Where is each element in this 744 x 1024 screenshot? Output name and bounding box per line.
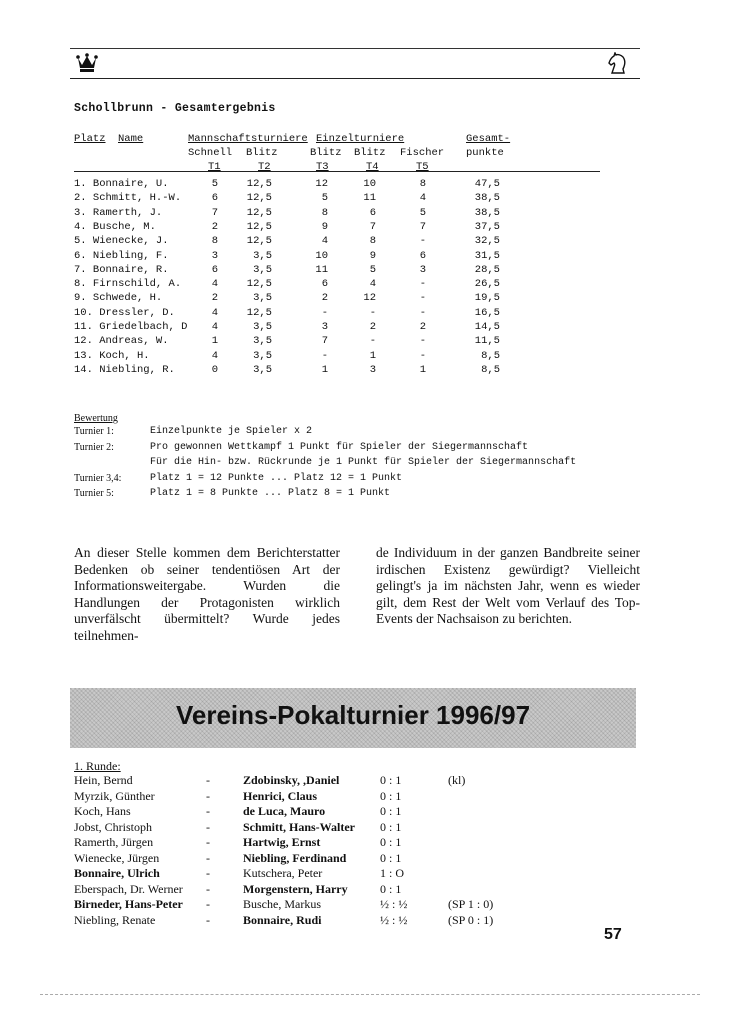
pairing-note: (kl) xyxy=(448,773,466,787)
cell-t4: 9 xyxy=(369,249,376,262)
banner-title: Vereins-Pokalturnier 1996/97 xyxy=(175,700,531,730)
pairing-separator: - xyxy=(206,804,210,818)
pairing-home-player: Hein, Bernd xyxy=(74,773,133,787)
cell-t3: 11 xyxy=(315,263,328,276)
cell-t3: - xyxy=(321,306,328,319)
cell-t3: 7 xyxy=(321,335,328,348)
cell-t3: 10 xyxy=(315,249,328,262)
table-row xyxy=(0,292,744,307)
pairing-away-player: Hartwig, Ernst xyxy=(243,835,321,849)
pairing-home-player: Ramerth, Jürgen xyxy=(74,835,154,849)
pairing-row xyxy=(0,789,744,804)
cell-t1: 8 xyxy=(211,235,218,248)
cell-t5: - xyxy=(419,235,426,248)
pairing-home-player: Niebling, Renate xyxy=(74,912,156,927)
pairing-away-player: Bonnaire, Rudi xyxy=(243,912,322,927)
pairing-home-player: Bonnaire, Ulrich xyxy=(74,866,160,880)
pairing-score: 0 : 1 xyxy=(380,788,402,803)
table-row xyxy=(0,250,744,265)
cell-t1: 4 xyxy=(211,349,218,362)
cell-t1: 0 xyxy=(211,363,218,376)
pairing-separator: - xyxy=(206,835,210,849)
pairing-home-player: Eberspach, Dr. Werner xyxy=(74,881,183,896)
bewertung-label: Turnier 1: xyxy=(74,426,114,437)
cell-t5: 4 xyxy=(419,192,426,205)
article-right-column: de Individuum in der ganzen Bandbreite seiner irdischen Existenz gewürdigt? Vielleicht gelingt's ja im nächsten Jahr, wenn es wieder gilt, dem Rest der Welt vom Verlauf des Top-Events der Nachsaison zu berichten. xyxy=(376,545,640,626)
pairing-score: 0 : 1 xyxy=(380,835,402,849)
table-row xyxy=(0,178,744,193)
cell-t5: - xyxy=(419,349,426,362)
table-row xyxy=(0,235,744,250)
cell-t1: 5 xyxy=(211,178,218,190)
table-row xyxy=(0,221,744,236)
bewertung-label: Turnier 2: xyxy=(74,441,114,453)
pairing-note: (SP 0 : 1) xyxy=(448,912,494,927)
header-schnell: Schnell xyxy=(188,147,233,159)
header-blitz-t2: Blitz xyxy=(246,147,278,159)
header-t3: T3 xyxy=(316,161,329,173)
table-header-rule xyxy=(74,171,600,172)
cell-t3: 3 xyxy=(321,321,328,333)
cell-t2: 12,5 xyxy=(246,178,272,190)
pairing-away-player: Schmitt, Hans-Walter xyxy=(243,819,355,834)
pairing-row xyxy=(0,835,744,850)
cell-total: 14,5 xyxy=(474,321,500,333)
cell-name: 3. Ramerth, J. xyxy=(74,206,163,219)
cell-total: 38,5 xyxy=(474,192,500,205)
cell-name: 1. Bonnaire, U. xyxy=(74,178,169,190)
pairing-separator: - xyxy=(206,881,210,896)
pairing-score: 0 : 1 xyxy=(380,850,402,865)
cell-t2: 12,5 xyxy=(246,220,272,233)
header-t4: T4 xyxy=(366,161,379,173)
cell-total: 8,5 xyxy=(481,349,500,362)
cell-total: 28,5 xyxy=(474,263,500,276)
header-blitz-t4: Blitz xyxy=(354,147,386,159)
cell-t1: 1 xyxy=(211,335,218,348)
header-platz: Platz xyxy=(74,133,106,145)
cell-t4: 7 xyxy=(369,220,376,233)
cell-t2: 3,5 xyxy=(253,349,272,362)
pairing-home-player: Birneder, Hans-Peter xyxy=(74,897,183,911)
article-left-column: An dieser Stelle kommen dem Berichterstatter Bedenken ob seiner tendentiösen Art der Informationsweitergabe. Wurden die Handlungen der Protagonisten wirklich unverfälscht übermittelt? Wurde jedes teilnehmen- xyxy=(74,545,340,643)
pairing-score: ½ : ½ xyxy=(380,897,408,911)
table-row xyxy=(0,350,744,365)
header-blitz-t3: Blitz xyxy=(310,147,342,159)
cell-t2: 12,5 xyxy=(246,306,272,319)
pairing-score: 0 : 1 xyxy=(380,881,402,896)
page-number: 57 xyxy=(604,926,622,943)
cell-t3: 12 xyxy=(315,178,328,190)
cell-name: 14. Niebling, R. xyxy=(74,363,175,376)
cell-name: 11. Griedelbach, D xyxy=(74,321,188,333)
cell-name: 10. Dressler, D. xyxy=(74,306,175,319)
cell-t1: 6 xyxy=(211,192,218,205)
header-gesamt: Gesamt- xyxy=(466,133,511,145)
cell-t4: 10 xyxy=(363,178,376,190)
cell-t5: - xyxy=(419,306,426,319)
table-row xyxy=(0,192,744,207)
cell-t1: 2 xyxy=(211,220,218,233)
cell-total: 38,5 xyxy=(474,206,500,219)
table-row xyxy=(0,321,744,336)
header-punkte: punkte xyxy=(466,147,504,159)
cell-t2: 12,5 xyxy=(246,206,272,219)
pairing-separator: - xyxy=(206,912,210,927)
cell-t4: - xyxy=(369,306,376,319)
cell-t1: 2 xyxy=(211,292,218,305)
bewertung-text: Platz 1 = 12 Punkte ... Platz 12 = 1 Punkt xyxy=(150,472,403,484)
pairing-home-player: Koch, Hans xyxy=(74,804,131,818)
bewertung-text: Für die Hin- bzw. Rückrunde je 1 Punkt für Spieler der Siegermannschaft xyxy=(150,457,577,468)
pairing-separator: - xyxy=(206,850,210,865)
bewertung-text: Platz 1 = 8 Punkte ... Platz 8 = 1 Punkt xyxy=(150,488,391,499)
crown-icon xyxy=(76,52,98,74)
cell-total: 47,5 xyxy=(474,178,500,190)
cell-t4: 2 xyxy=(369,321,376,333)
table-row xyxy=(0,307,744,322)
cell-total: 32,5 xyxy=(474,235,500,248)
cell-total: 31,5 xyxy=(474,249,500,262)
pairing-row xyxy=(0,897,744,912)
cell-t4: 3 xyxy=(369,363,376,376)
pairing-away-player: Kutschera, Peter xyxy=(243,866,323,880)
cell-t2: 3,5 xyxy=(253,249,272,262)
header-bottom-rule xyxy=(70,78,640,79)
cell-t4: 12 xyxy=(363,292,376,305)
pairing-note: (SP 1 : 0) xyxy=(448,897,494,911)
pairing-away-player: de Luca, Mauro xyxy=(243,804,326,818)
pairing-score: 0 : 1 xyxy=(380,773,402,787)
cell-name: 8. Firnschild, A. xyxy=(74,278,182,291)
cell-total: 37,5 xyxy=(474,220,500,233)
pairing-row xyxy=(0,820,744,835)
cell-t5: 7 xyxy=(419,220,426,233)
cell-t3: 5 xyxy=(321,192,328,205)
cell-t3: 2 xyxy=(321,292,328,305)
pairing-row xyxy=(0,913,744,928)
bewertung-text: Einzelpunkte je Spieler x 2 xyxy=(150,426,313,437)
bewertung-label: Turnier 5: xyxy=(74,488,114,499)
cell-t1: 6 xyxy=(211,263,218,276)
cell-t2: 3,5 xyxy=(253,363,272,376)
cell-name: 2. Schmitt, H.-W. xyxy=(74,192,182,205)
cell-total: 11,5 xyxy=(474,335,500,348)
cell-t1: 4 xyxy=(211,278,218,291)
cell-t2: 12,5 xyxy=(246,235,272,248)
cell-t5: - xyxy=(419,292,426,305)
cell-t3: - xyxy=(321,349,328,362)
cell-t4: 11 xyxy=(363,192,376,205)
cell-t5: 3 xyxy=(419,263,426,276)
table-row xyxy=(0,207,744,222)
header-t2: T2 xyxy=(258,161,271,173)
cell-t5: - xyxy=(419,335,426,348)
header-einzelturniere: Einzelturniere xyxy=(316,133,405,145)
cell-t4: 4 xyxy=(369,278,376,291)
cell-t1: 3 xyxy=(211,249,218,262)
pairing-separator: - xyxy=(206,866,210,880)
cell-t2: 3,5 xyxy=(253,335,272,348)
cell-name: 13. Koch, H. xyxy=(74,349,150,362)
cell-t1: 4 xyxy=(211,306,218,319)
header-fischer: Fischer xyxy=(400,147,445,159)
cell-t2: 12,5 xyxy=(246,278,272,291)
cell-t2: 12,5 xyxy=(246,192,272,205)
bewertung-label: Turnier 3,4: xyxy=(74,472,122,484)
pairing-away-player: Henrici, Claus xyxy=(243,788,317,803)
pairing-score: 0 : 1 xyxy=(380,804,402,818)
table-title: Schollbrunn - Gesamtergebnis xyxy=(74,102,276,115)
cell-t5: 1 xyxy=(419,363,426,376)
pairing-score: 1 : O xyxy=(380,866,404,880)
cell-t4: 5 xyxy=(369,263,376,276)
bewertung-heading: Bewertung xyxy=(74,413,118,424)
header-t1: T1 xyxy=(208,161,221,173)
cell-name: 6. Niebling, F. xyxy=(74,249,169,262)
cell-t1: 4 xyxy=(211,321,218,333)
pairing-home-player: Wienecke, Jürgen xyxy=(74,850,160,865)
header-name: Name xyxy=(118,133,144,145)
cell-t2: 3,5 xyxy=(253,263,272,276)
cell-t3: 6 xyxy=(321,278,328,291)
cell-t5: 6 xyxy=(419,249,426,262)
pairing-row xyxy=(0,851,744,866)
pairing-away-player: Morgenstern, Harry xyxy=(243,881,348,896)
knight-icon xyxy=(606,52,630,76)
cell-t4: 8 xyxy=(369,235,376,248)
cell-name: 7. Bonnaire, R. xyxy=(74,263,169,276)
table-row xyxy=(0,335,744,350)
cell-name: 5. Wienecke, J. xyxy=(74,235,169,248)
pairing-home-player: Jobst, Christoph xyxy=(74,819,153,834)
pairing-row xyxy=(0,882,744,897)
round-label: 1. Runde: xyxy=(74,759,121,773)
pairing-home-player: Myrzik, Günther xyxy=(74,788,155,803)
pairing-separator: - xyxy=(206,773,210,787)
cell-t3: 4 xyxy=(321,235,328,248)
pairing-away-player: Niebling, Ferdinand xyxy=(243,850,347,865)
cell-t5: - xyxy=(419,278,426,291)
cell-t2: 3,5 xyxy=(253,321,272,333)
table-row xyxy=(0,364,744,379)
cell-name: 4. Busche, M. xyxy=(74,220,156,233)
pairing-score: 0 : 1 xyxy=(380,819,402,834)
cell-t5: 8 xyxy=(419,178,426,190)
table-row xyxy=(0,278,744,293)
cell-t3: 1 xyxy=(321,363,328,376)
header-top-rule xyxy=(70,48,640,49)
cell-name: 12. Andreas, W. xyxy=(74,335,169,348)
cell-name: 9. Schwede, H. xyxy=(74,292,163,305)
pairing-separator: - xyxy=(206,819,210,834)
cell-total: 19,5 xyxy=(474,292,500,305)
pairing-away-player: Zdobinsky, ,Daniel xyxy=(243,773,340,787)
cell-total: 8,5 xyxy=(481,363,500,376)
footer-rule xyxy=(40,994,700,995)
cell-t4: 1 xyxy=(369,349,376,362)
bewertung-text: Pro gewonnen Wettkampf 1 Punkt für Spieler der Siegermannschaft xyxy=(150,441,529,453)
pairing-separator: - xyxy=(206,788,210,803)
cell-total: 16,5 xyxy=(474,306,500,319)
header-mannschaftsturniere: Mannschaftsturniere xyxy=(188,133,308,145)
table-row xyxy=(0,264,744,279)
pairing-row xyxy=(0,773,744,788)
cell-t5: 5 xyxy=(419,206,426,219)
cell-t4: 6 xyxy=(369,206,376,219)
cell-total: 26,5 xyxy=(474,278,500,291)
pairing-row xyxy=(0,804,744,819)
cell-t3: 9 xyxy=(321,220,328,233)
pairing-row xyxy=(0,866,744,881)
header-t5: T5 xyxy=(416,161,429,173)
cell-t3: 8 xyxy=(321,206,328,219)
pairing-separator: - xyxy=(206,897,210,911)
cell-t4: - xyxy=(369,335,376,348)
pairing-score: ½ : ½ xyxy=(380,912,408,927)
cell-t2: 3,5 xyxy=(253,292,272,305)
pairing-away-player: Busche, Markus xyxy=(243,897,321,911)
cell-t1: 7 xyxy=(211,206,218,219)
cell-t5: 2 xyxy=(419,321,426,333)
